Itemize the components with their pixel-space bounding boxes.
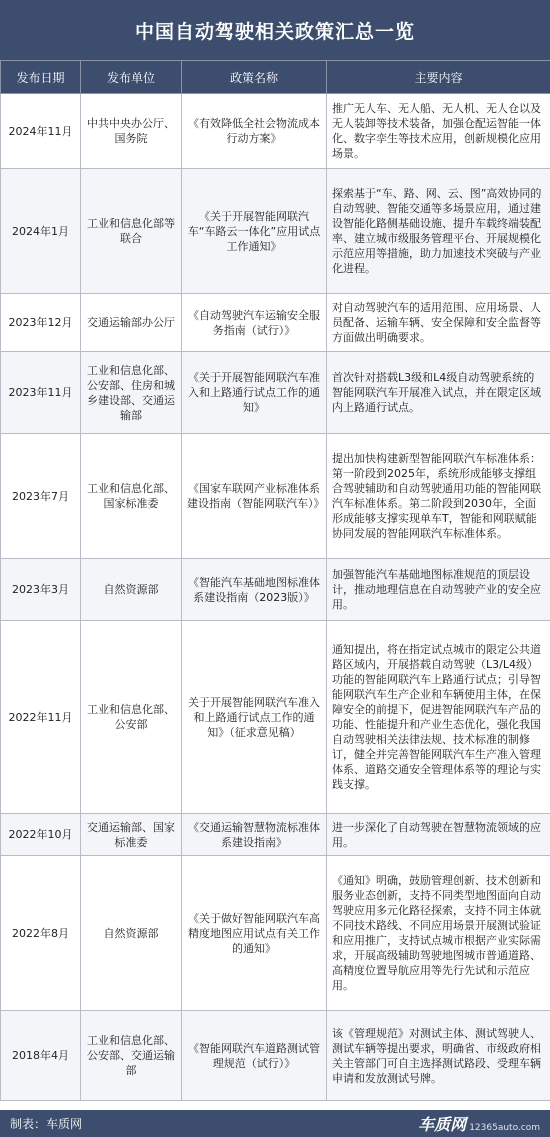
cell-name: 《国家车联网产业标准体系建设指南（智能网联汽车）》 [182,434,327,559]
cell-name: 《自动驾驶汽车运输安全服务指南（试行）》 [182,294,327,352]
cell-date: 2018年4月 [1,1011,81,1101]
table-row [1,1011,550,1101]
cell-name: 《智能汽车基础地图标准体系建设指南（2023版）》 [182,559,327,621]
table-row [1,434,550,559]
header-date: 发布日期 [1,61,81,94]
table-row [1,94,550,169]
cell-content: 推广无人车、无人船、无人机、无人仓以及无人装卸等技术装备，加强仓配运智能一体化、数字孪生等技术应用，创新规模化应用场景。 [327,94,550,169]
cell-content: 提出加快构建新型智能网联汽车标准体系：第一阶段到2025年，系统形成能够支撑组合驾驶辅助和自动驾驶通用功能的智能网联汽车标准体系。第二阶段到2030年，全面形成能够支撑实现单车T，智能和网联赋能协同发展的智能网联汽车标准体系。 [327,434,550,559]
cell-unit: 自然资源部 [81,856,182,1011]
page-title: 中国自动驾驶相关政策汇总一览 [0,0,550,60]
table-row [1,621,550,814]
cell-content: 通知提出，将在指定试点城市的限定公共道路区域内，开展搭载自动驾驶（L3/L4级）功能的智能网联汽车上路通行试点；引导智能网联汽车生产企业和车辆使用主体，在保障安全的前提下，促进智能网联汽车产品的功能、性能提升和产业生态优化，强化我国自动驾驶相关法律法规、技术标准的制修订，健全并完善智能网联汽车生产准入管理体系、道路交通安全管理体系等的理论与实践支撑。 [327,621,550,814]
brand-logo-text: 车质网 [418,1115,467,1134]
cell-unit: 工业和信息化部、公安部、交通运输部 [81,1011,182,1101]
cell-unit: 交通运输部办公厅 [81,294,182,352]
cell-name: 《交通运输智慧物流标准体系建设指南》 [182,814,327,856]
cell-date: 2024年1月 [1,169,81,294]
cell-unit: 工业和信息化部、国家标准委 [81,434,182,559]
cell-name: 关于开展智能网联汽车准入和上路通行试点工作的通知》（征求意见稿） [182,621,327,814]
cell-name: 《关于开展智能网联汽车“车路云一体化”应用试点工作通知》 [182,169,327,294]
cell-unit: 工业和信息化部等联合 [81,169,182,294]
cell-content: 对自动驾驶汽车的适用范围、应用场景、人员配备、运输车辆、安全保障和安全监督等方面做出明确要求。 [327,294,550,352]
cell-content: 进一步深化了自动驾驶在智慧物流领域的应用。 [327,814,550,856]
cell-name: 《有效降低全社会物流成本行动方案》 [182,94,327,169]
table-row [1,352,550,434]
cell-date: 2022年11月 [1,621,81,814]
cell-unit: 工业和信息化部、公安部 [81,621,182,814]
table-header [1,61,550,94]
brand-logo [418,1112,540,1135]
policy-table [0,60,550,1101]
cell-unit: 交通运输部、国家标准委 [81,814,182,856]
cell-content: 该《管理规范》对测试主体、测试驾驶人、测试车辆等提出要求，明确省、市级政府相关主管部门可自主选择测试路段、受理车辆申请和发放测试号牌。 [327,1011,550,1101]
header-content: 主要内容 [327,61,550,94]
cell-date: 2023年7月 [1,434,81,559]
cell-name: 《关于开展智能网联汽车准入和上路通行试点工作的通知》 [182,352,327,434]
cell-unit: 自然资源部 [81,559,182,621]
cell-content: 首次针对搭载L3级和L4级自动驾驶系统的智能网联汽车开展准入试点，并在限定区域内上路通行试点。 [327,352,550,434]
cell-unit: 工业和信息化部、公安部、住房和城乡建设部、交通运输部 [81,352,182,434]
table-body [1,94,550,1101]
footer [0,1110,550,1137]
table-row [1,559,550,621]
table-row [1,856,550,1011]
cell-name: 《关于做好智能网联汽车高精度地图应用试点有关工作的通知》 [182,856,327,1011]
cell-date: 2023年3月 [1,559,81,621]
cell-date: 2024年11月 [1,94,81,169]
cell-content: 加强智能汽车基础地图标准规范的顶层设计，推动地理信息在自动驾驶产业的安全应用。 [327,559,550,621]
header-unit: 发布单位 [81,61,182,94]
cell-content: 探索基于“车、路、网、云、图”高效协同的自动驾驶、智能交通等多场景应用，通过建设智能化路侧基础设施、提升车载终端装配率、建立城市级服务管理平台、开展规模化示范应用等措施，助力加速技术突破与产业化进程。 [327,169,550,294]
table-maker-label: 制表：车质网 [10,1117,83,1131]
cell-date: 2023年12月 [1,294,81,352]
brand-logo-url: 12365auto.com [469,1123,540,1133]
header-name: 政策名称 [182,61,327,94]
table-row [1,294,550,352]
cell-date: 2023年11月 [1,352,81,434]
cell-unit: 中共中央办公厅、国务院 [81,94,182,169]
cell-content: 《通知》明确，鼓励管理创新、技术创新和服务业态创新，支持不同类型地图面向自动驾驶应用多元化路径探索，支持不同主体就不同技术路线、不同应用场景开展测试验证和应用推广，支持试点城市根据产业实际需求，开展高级辅助驾驶地图城市普通道路、高精度位置导航应用等先行先试和示范应用。 [327,856,550,1011]
cell-date: 2022年8月 [1,856,81,1011]
table-row [1,169,550,294]
cell-date: 2022年10月 [1,814,81,856]
table-row [1,814,550,856]
cell-name: 《智能网联汽车道路测试管理规范（试行）》 [182,1011,327,1101]
